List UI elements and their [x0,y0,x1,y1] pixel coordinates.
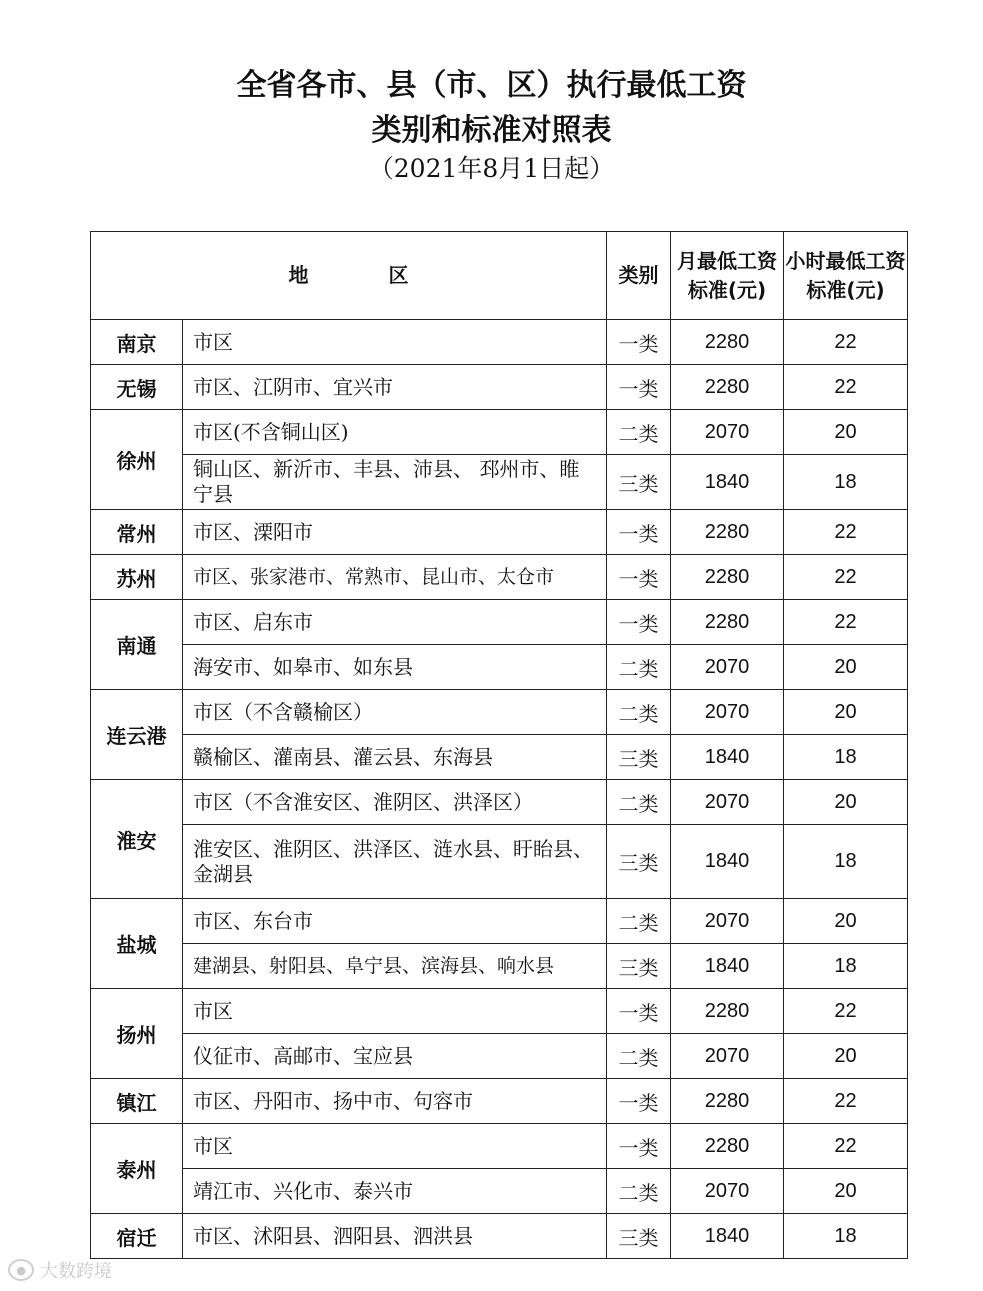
area-cell: 市区(不含铜山区) [183,410,607,455]
watermark [8,1256,112,1284]
area-cell: 靖江市、兴化市、泰兴市 [183,1169,607,1214]
category-cell: 三类 [607,1214,671,1259]
city-cell: 无锡 [91,365,183,410]
monthly-wage-cell: 1840 [671,735,784,780]
hourly-wage-cell: 20 [784,899,908,944]
document-title-line2: 类别和标准对照表 [371,113,612,148]
table-row [91,365,908,410]
hourly-wage-cell: 20 [784,1034,908,1079]
hourly-wage-cell: 22 [784,600,908,645]
area-cell: 赣榆区、灌南县、灌云县、东海县 [183,735,607,780]
table-row [91,735,908,780]
monthly-wage-cell: 2280 [671,555,784,600]
category-cell: 一类 [607,1124,671,1169]
monthly-wage-cell: 2070 [671,1169,784,1214]
area-cell: 市区、溧阳市 [183,510,607,555]
watermark-text: 大数跨境 [40,1261,112,1282]
area-cell: 市区、沭阳县、泗阳县、泗洪县 [183,1214,607,1259]
table-row [91,555,908,600]
area-cell: 铜山区、新沂市、丰县、沛县、 邳州市、睢宁县 [183,455,607,510]
city-cell: 徐州 [91,410,183,510]
area-cell: 市区、张家港市、常熟市、昆山市、太仓市 [183,555,607,600]
monthly-wage-cell: 2070 [671,410,784,455]
hourly-wage-cell: 18 [784,825,908,899]
monthly-wage-cell: 2280 [671,320,784,365]
table-row [91,690,908,735]
table-row [91,510,908,555]
table-row [91,825,908,899]
hourly-wage-cell: 22 [784,365,908,410]
hourly-wage-cell: 22 [784,320,908,365]
area-cell: 建湖县、射阳县、阜宁县、滨海县、响水县 [183,944,607,989]
effective-date: （2021年8月1日起） [368,154,615,183]
hourly-wage-cell: 22 [784,1124,908,1169]
city-cell: 苏州 [91,555,183,600]
header-hourly-wage: 小时最低工资标准(元) [784,232,908,320]
table-row [91,320,908,365]
category-cell: 二类 [607,780,671,825]
monthly-wage-cell: 1840 [671,1214,784,1259]
table-row [91,1124,908,1169]
hourly-wage-cell: 22 [784,989,908,1034]
area-cell: 市区、东台市 [183,899,607,944]
city-cell: 淮安 [91,780,183,899]
wage-table [90,231,908,1259]
category-cell: 二类 [607,645,671,690]
city-cell: 镇江 [91,1079,183,1124]
hourly-wage-cell: 20 [784,410,908,455]
category-cell: 三类 [607,735,671,780]
table-row [91,989,908,1034]
category-cell: 二类 [607,1034,671,1079]
monthly-wage-cell: 2280 [671,365,784,410]
hourly-wage-cell: 20 [784,645,908,690]
hourly-wage-cell: 22 [784,555,908,600]
table-row [91,899,908,944]
area-cell: 市区 [183,1124,607,1169]
table-header-row [91,232,908,320]
category-cell: 一类 [607,600,671,645]
table-row [91,1034,908,1079]
hourly-wage-cell: 20 [784,690,908,735]
city-cell: 盐城 [91,899,183,989]
table-row [91,944,908,989]
header-region: 地 区 [91,232,607,320]
category-cell: 二类 [607,410,671,455]
category-cell: 一类 [607,320,671,365]
table-row [91,1169,908,1214]
document-title-line1: 全省各市、县（市、区）执行最低工资 [236,68,747,103]
hourly-wage-cell: 18 [784,944,908,989]
monthly-wage-cell: 2280 [671,989,784,1034]
monthly-wage-cell: 2070 [671,645,784,690]
area-cell: 市区 [183,320,607,365]
table-row [91,780,908,825]
category-cell: 三类 [607,455,671,510]
table-row [91,410,908,455]
table-row [91,1214,908,1259]
category-cell: 三类 [607,944,671,989]
area-cell: 海安市、如皋市、如东县 [183,645,607,690]
area-cell: 市区（不含赣榆区） [183,690,607,735]
hourly-wage-cell: 22 [784,1079,908,1124]
monthly-wage-cell: 1840 [671,944,784,989]
header-category: 类别 [607,232,671,320]
area-cell: 市区、江阴市、宜兴市 [183,365,607,410]
area-cell: 市区 [183,989,607,1034]
monthly-wage-cell: 1840 [671,825,784,899]
monthly-wage-cell: 2280 [671,510,784,555]
area-cell: 淮安区、淮阴区、洪泽区、涟水县、盱眙县、金湖县 [183,825,607,899]
category-cell: 一类 [607,1079,671,1124]
table-row [91,455,908,510]
city-cell: 扬州 [91,989,183,1079]
category-cell: 一类 [607,510,671,555]
category-cell: 三类 [607,825,671,899]
hourly-wage-cell: 18 [784,455,908,510]
hourly-wage-cell: 18 [784,735,908,780]
monthly-wage-cell: 2070 [671,780,784,825]
city-cell: 连云港 [91,690,183,780]
area-cell: 市区、丹阳市、扬中市、句容市 [183,1079,607,1124]
monthly-wage-cell: 2070 [671,1034,784,1079]
city-cell: 南京 [91,320,183,365]
category-cell: 一类 [607,555,671,600]
category-cell: 二类 [607,1169,671,1214]
city-cell: 南通 [91,600,183,690]
area-cell: 市区、启东市 [183,600,607,645]
monthly-wage-cell: 2280 [671,1124,784,1169]
table-row [91,645,908,690]
area-cell: 仪征市、高邮市、宝应县 [183,1034,607,1079]
hourly-wage-cell: 20 [784,780,908,825]
area-cell: 市区（不含淮安区、淮阴区、洪泽区） [183,780,607,825]
watermark-logo-icon: ● [8,1259,34,1281]
category-cell: 一类 [607,989,671,1034]
category-cell: 一类 [607,365,671,410]
category-cell: 二类 [607,899,671,944]
monthly-wage-cell: 1840 [671,455,784,510]
city-cell: 泰州 [91,1124,183,1214]
monthly-wage-cell: 2280 [671,600,784,645]
table-row [91,1079,908,1124]
hourly-wage-cell: 18 [784,1214,908,1259]
hourly-wage-cell: 20 [784,1169,908,1214]
monthly-wage-cell: 2070 [671,899,784,944]
table-row [91,600,908,645]
monthly-wage-cell: 2280 [671,1079,784,1124]
monthly-wage-cell: 2070 [671,690,784,735]
category-cell: 二类 [607,690,671,735]
city-cell: 常州 [91,510,183,555]
header-monthly-wage: 月最低工资标准(元) [671,232,784,320]
city-cell: 宿迁 [91,1214,183,1259]
hourly-wage-cell: 22 [784,510,908,555]
